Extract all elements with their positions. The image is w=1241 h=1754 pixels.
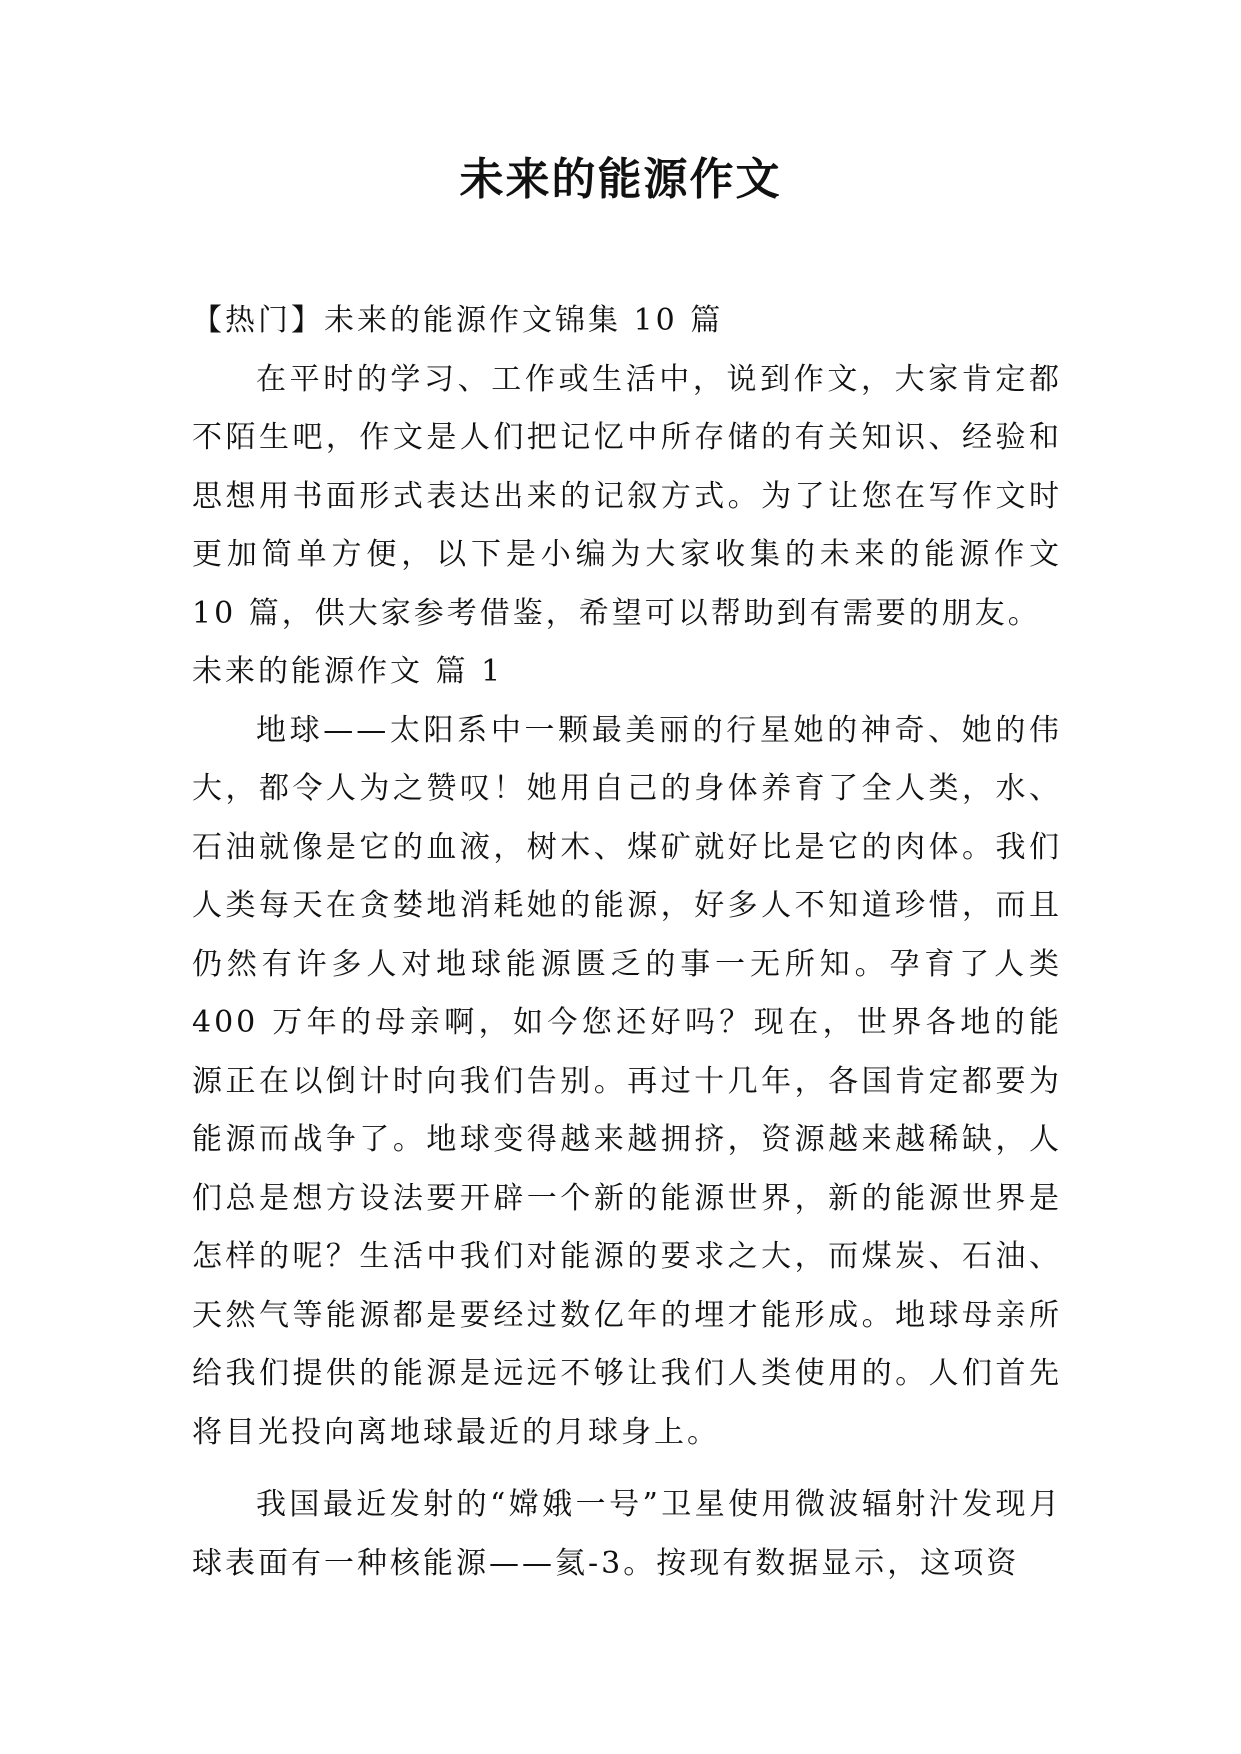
lead-line: 【热门】未来的能源作文锦集 10 篇 — [192, 303, 724, 338]
document-title: 未来的能源作文 — [459, 154, 782, 205]
section-heading: 未来的能源作文 篇 1 — [192, 654, 504, 689]
intro-paragraph: 在平时的学习、工作或生活中，说到作文，大家肯定都不陌生吧，作文是人们把记忆中所存储的有关知识、经验和思想用书面形式表达出来的记叙方式。为了让您在写作文时更加简单方便，以下是小编为大家收集的未来的能源作文 10 篇，供大家参考借鉴，希望可以帮助到有需要的朋友。 — [192, 361, 1062, 631]
body-paragraph-2: 我国最近发射的“嫦娥一号”卫星使用微波辐射汁发现月球表面有一种核能源——氦-3。按现有数据显示，这项资 — [192, 1487, 1062, 1581]
document-body — [192, 292, 1062, 1593]
body-paragraph-1: 地球——太阳系中一颗最美丽的行星她的神奇、她的伟大，都令人为之赞叹！她用自己的身体养育了全人类，水、石油就像是它的血液，树木、煤矿就好比是它的肉体。我们人类每天在贪婪地消耗她的能源，好多人不知道珍惜，而且仍然有许多人对地球能源匮乏的事一无所知。孕育了人类400 万年的母亲啊，如今您还好吗？现在，世界各地的能源正在以倒计时向我们告别。再过十几年，各国肯定都要为能源而战争了。地球变得越来越拥挤，资源越来越稀缺，人们总是想方设法要开辟一个新的能源世界，新的能源世界是怎样的呢？生活中我们对能源的要求之大，而煤炭、石油、天然气等能源都是要经过数亿年的埋才能形成。地球母亲所给我们提供的能源是远远不够让我们人类使用的。人们首先将目光投向离地球最近的月球身上。 — [192, 712, 1062, 1450]
